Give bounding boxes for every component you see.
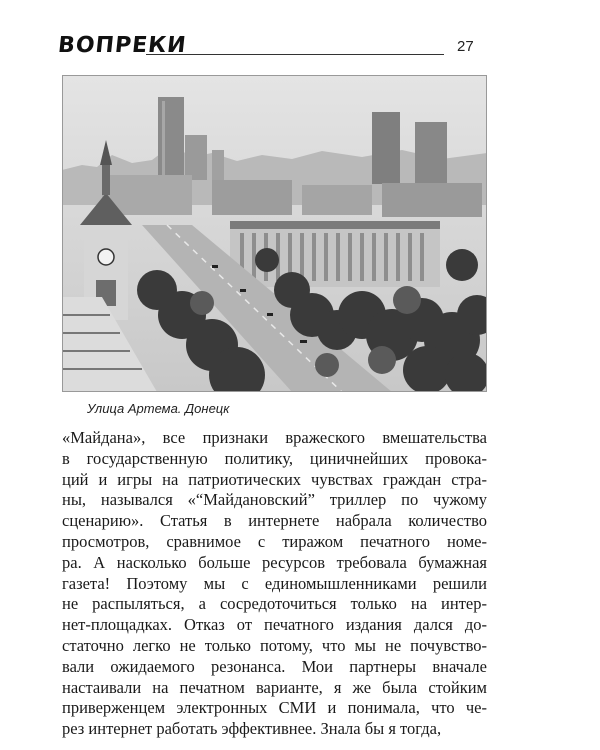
text-line: нет-площадках. Отказ от печатного издания дался до-: [62, 615, 487, 635]
text-line: статочно легко не только потому, что мы не почувство-: [62, 635, 487, 655]
text-line: вали ожидаемого резонанса. Мои партнеры вначале: [62, 656, 487, 676]
body-text: [62, 428, 487, 740]
text-line: просмотров, сравнимое с тиражом печатного номе-: [62, 531, 487, 551]
running-header-title: ВОПРЕКИ: [56, 33, 188, 58]
text-line: газета! Поэтому мы с единомышленниками решили: [62, 573, 487, 593]
photo-caption: Улица Артема. Донецк: [87, 401, 230, 416]
text-line: не распыляться, а сосредоточиться только на интер-: [62, 594, 487, 614]
header-rule: [146, 54, 444, 55]
text-line: ны, назывался «“Майдановский” триллер по чужому: [62, 490, 487, 510]
text-line: ра. А насколько больше ресурсов требовала бумажная: [62, 552, 487, 572]
text-line: в государственную политику, циничнейших провока-: [62, 448, 487, 468]
text-line: «Майдана», все признаки вражеского вмешательства: [62, 428, 487, 447]
text-line: приверженцем электронных СМИ и понимала, что че-: [62, 698, 487, 718]
text-line: ций и игры на патриотических чувствах граждан стра-: [62, 469, 487, 489]
page-number: 27: [457, 38, 474, 55]
text-line: настаивали на печатном варианте, я же была стойким: [62, 677, 487, 697]
city-street-photo: [62, 75, 487, 392]
text-line: сценарию». Статья в интернете набрала количество: [62, 511, 487, 531]
text-line: рез интернет работать эффективнее. Знала бы я тогда,: [62, 719, 442, 739]
